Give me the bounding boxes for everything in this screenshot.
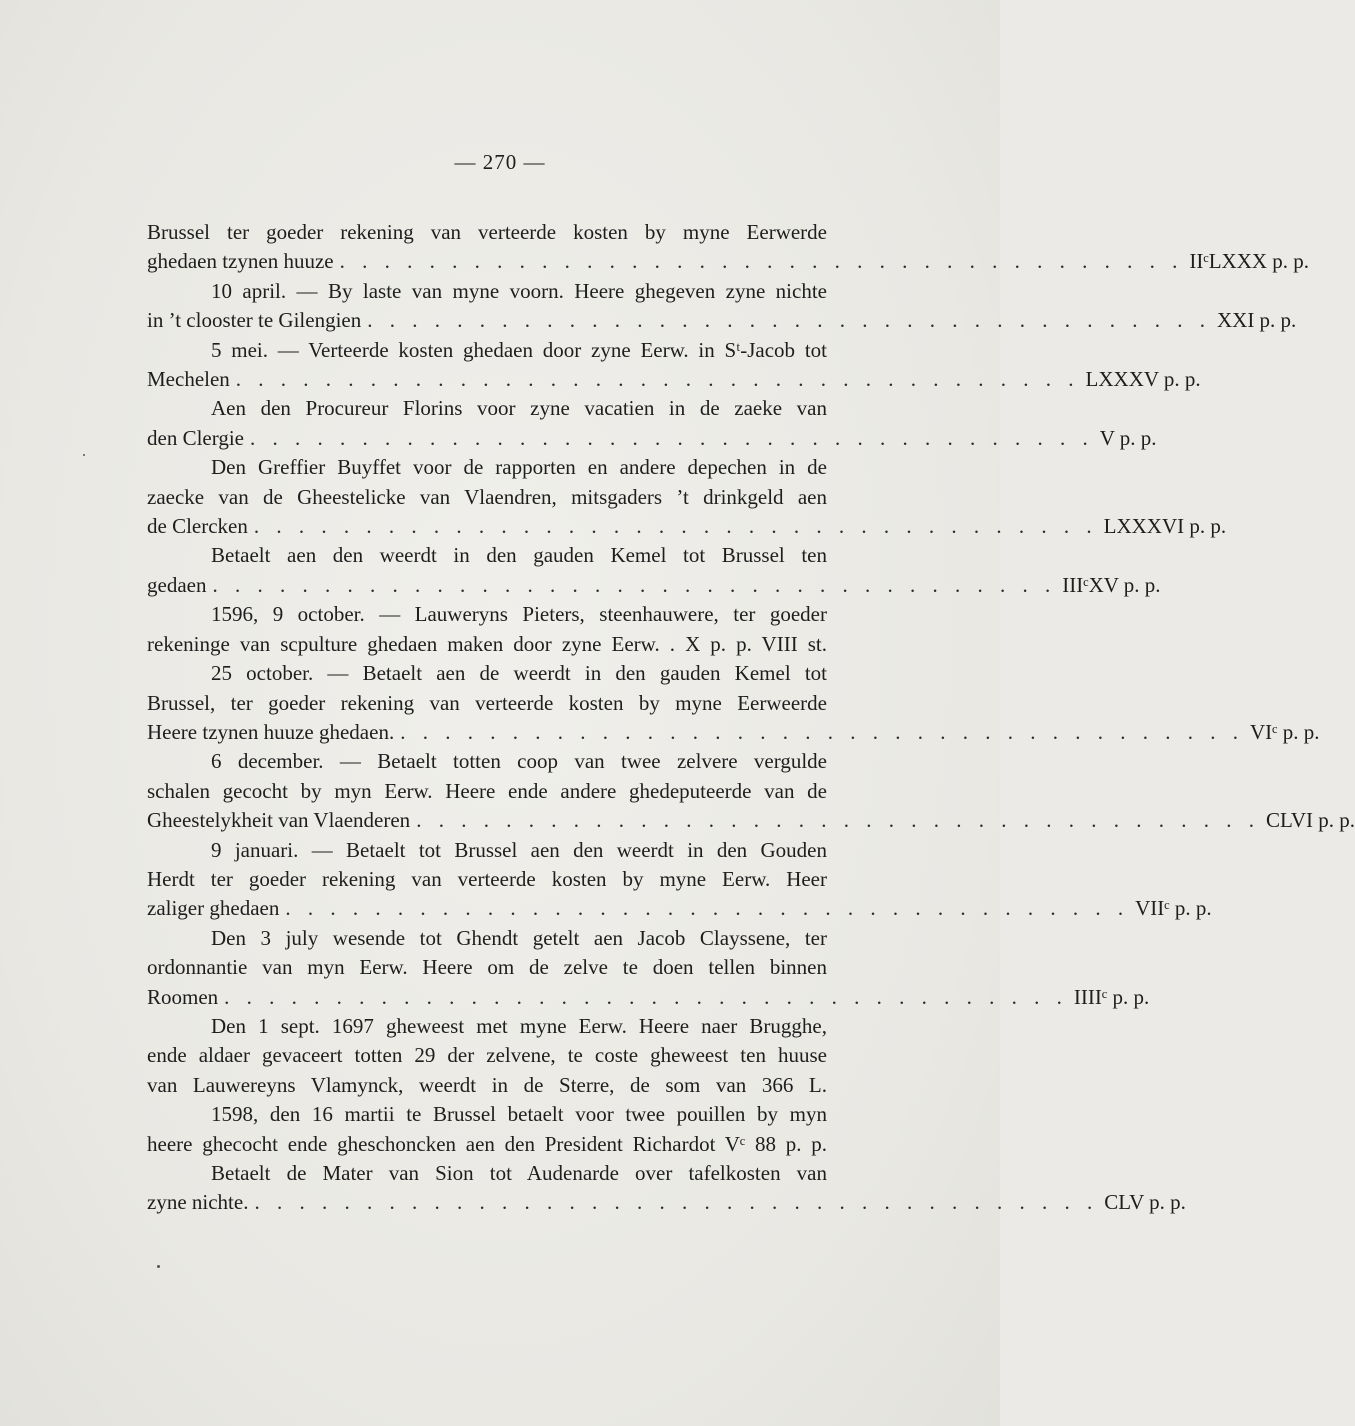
ledger-entry: [147, 600, 827, 659]
line-text: Mechelen: [147, 367, 230, 392]
amount: VIᶜ p. p.: [1249, 719, 1320, 744]
text-line: schalen gecocht by myn Eerw. Heere ende andere ghedeputeerde van de: [147, 778, 827, 803]
ledger-entry: [147, 1012, 827, 1100]
amount: IIᶜLXXX p. p.: [1189, 249, 1310, 274]
ledger-entry: [147, 277, 1297, 336]
leader-dots: . . . . . . . . . . . . . . . . . . . . . . . . . . . . . . . . . . . . . .: [339, 249, 1184, 274]
ledger-entry: [147, 1100, 827, 1159]
line-text: zyne nichte.: [147, 1190, 249, 1215]
line-text: Gheestelykheit van Vlaenderen: [147, 808, 411, 833]
line-text: Heere tzynen huuze ghedaen.: [147, 719, 395, 744]
ledger-entry: [147, 218, 1310, 277]
ledger-entry: [147, 924, 1150, 1012]
amount: LXXXVI p. p.: [1103, 514, 1227, 539]
leader-dots: . . . . . . . . . . . . . . . . . . . . . . . . . . . . . . . . . . . . . .: [235, 367, 1080, 392]
amount: CLV p. p.: [1104, 1190, 1186, 1215]
text-line: Herdt ter goeder rekening van verteerde kosten by myne Eerw. Heer: [147, 866, 827, 891]
line-text: in ’t clooster te Gilengien: [147, 308, 362, 333]
ledger-entry: [147, 1159, 1186, 1218]
line-text: gedaen: [147, 572, 207, 597]
leader-dots: . . . . . . . . . . . . . . . . . . . . . . . . . . . . . . . . . . . . . .: [212, 572, 1057, 597]
amount: XXI p. p.: [1216, 308, 1297, 333]
leader-dots: . . . . . . . . . . . . . . . . . . . . . . . . . . . . . . . . . . . . . .: [400, 719, 1244, 744]
text-line: [147, 1188, 1186, 1217]
text-line: Aen den Procureur Florins voor zyne vacatien in de zaeke van: [211, 396, 827, 421]
text-line: 10 april. — By laste van myne voorn. Heere ghegeven zyne nichte: [211, 278, 827, 303]
text-line: Betaelt aen den weerdt in den gauden Kemel tot Brussel ten: [211, 543, 827, 568]
text-line: 1596, 9 october. — Lauweryns Pieters, steenhauwere, ter goeder: [211, 602, 827, 627]
text-line: [147, 512, 1227, 541]
line-text: de Clercken: [147, 514, 248, 539]
text-line: zaecke van de Gheestelicke van Vlaendren, mitsgaders ’t drinkgeld aen: [147, 484, 827, 509]
text-line: Brussel, ter goeder rekening van verteerde kosten by myne Eerweerde: [147, 690, 827, 715]
ledger-entry: [147, 336, 1201, 395]
line-text: Roomen: [147, 984, 219, 1009]
text-line: 6 december. — Betaelt totten coop van twee zelvere vergulde: [211, 749, 827, 774]
paper-speck: [157, 1265, 160, 1268]
amount: VIIᶜ p. p.: [1135, 896, 1212, 921]
text-line: van Lauwereyns Vlamynck, weerdt in de Sterre, de som van 366 L.: [147, 1072, 827, 1097]
ledger-entry: [147, 836, 1212, 924]
paper-speck: [83, 454, 85, 456]
amount: IIIIᶜ p. p.: [1073, 984, 1150, 1009]
leader-dots: . . . . . . . . . . . . . . . . . . . . . . . . . . . . . . . . . . . . . .: [224, 984, 1068, 1009]
line-text: den Clergie: [147, 425, 245, 450]
ledger-entry: [147, 747, 1355, 835]
amount: LXXXV p. p.: [1085, 367, 1201, 392]
text-line: Den Greffier Buyffet voor de rapporten en andere depechen in de: [211, 455, 827, 480]
text-line: 5 mei. — Verteerde kosten ghedaen door zyne Eerw. in Sᵗ-Jacob tot: [211, 337, 827, 362]
leader-dots: . . . . . . . . . . . . . . . . . . . . . . . . . . . . . . . . . . . . . .: [367, 308, 1211, 333]
text-line: rekeninge van scpulture ghedaen maken door zyne Eerw. . X p. p. VIII st.: [147, 631, 827, 656]
text-line: 9 januari. — Betaelt tot Brussel aen den weerdt in den Gouden: [211, 837, 827, 862]
text-line: Den 1 sept. 1697 gheweest met myne Eerw. Heere naer Brugghe,: [211, 1013, 827, 1038]
text-line: heere ghecocht ende gheschoncken aen den President Richardot Vᶜ 88 p. p.: [147, 1131, 827, 1156]
text-line: Betaelt de Mater van Sion tot Audenarde over tafelkosten van: [211, 1161, 827, 1185]
text-line: 1598, den 16 martii te Brussel betaelt voor twee pouillen by myn: [211, 1102, 827, 1127]
text-line: Den 3 july wesende tot Ghendt getelt aen Jacob Clayssene, ter: [211, 925, 827, 950]
text-line: ende aldaer gevaceert totten 29 der zelvene, te coste gheweest ten huuse: [147, 1043, 827, 1068]
ledger-entry: [147, 541, 1161, 600]
leader-dots: . . . . . . . . . . . . . . . . . . . . . . . . . . . . . . . . . . . . . .: [254, 1190, 1099, 1215]
line-text: ghedaen tzynen huuze: [147, 249, 334, 274]
text-line: [147, 806, 1355, 835]
page-number: — 270 —: [454, 150, 546, 174]
amount: V p. p.: [1099, 425, 1157, 450]
text-line: Brussel ter goeder rekening van verteerde kosten by myne Eerwerde: [147, 220, 827, 244]
ledger-entry: [147, 453, 1227, 541]
amount: CLVI p. p.: [1265, 808, 1355, 833]
leader-dots: . . . . . . . . . . . . . . . . . . . . . . . . . . . . . . . . . . . . . .: [250, 425, 1094, 450]
text-line: 25 october. — Betaelt aen de weerdt in den gauden Kemel tot: [211, 661, 827, 686]
ledger-entry: [147, 394, 1157, 453]
text-body: [147, 218, 1355, 1218]
text-line: [147, 365, 1201, 394]
leader-dots: . . . . . . . . . . . . . . . . . . . . . . . . . . . . . . . . . . . . . .: [253, 514, 1098, 539]
leader-dots: . . . . . . . . . . . . . . . . . . . . . . . . . . . . . . . . . . . . . .: [285, 896, 1130, 921]
text-line: [147, 306, 1297, 335]
leader-dots: . . . . . . . . . . . . . . . . . . . . . . . . . . . . . . . . . . . . . .: [416, 808, 1260, 833]
text-line: [147, 983, 1150, 1012]
text-line: [147, 424, 1157, 453]
amount: IIIᶜXV p. p.: [1062, 572, 1161, 597]
text-line: [147, 718, 1320, 747]
text-line: ordonnantie van myn Eerw. Heere om de zelve te doen tellen binnen: [147, 955, 827, 980]
ledger-entry: [147, 659, 1320, 747]
text-line: [147, 894, 1212, 923]
text-line: [147, 571, 1161, 600]
text-line: [147, 247, 1310, 276]
line-text: zaliger ghedaen: [147, 896, 280, 921]
